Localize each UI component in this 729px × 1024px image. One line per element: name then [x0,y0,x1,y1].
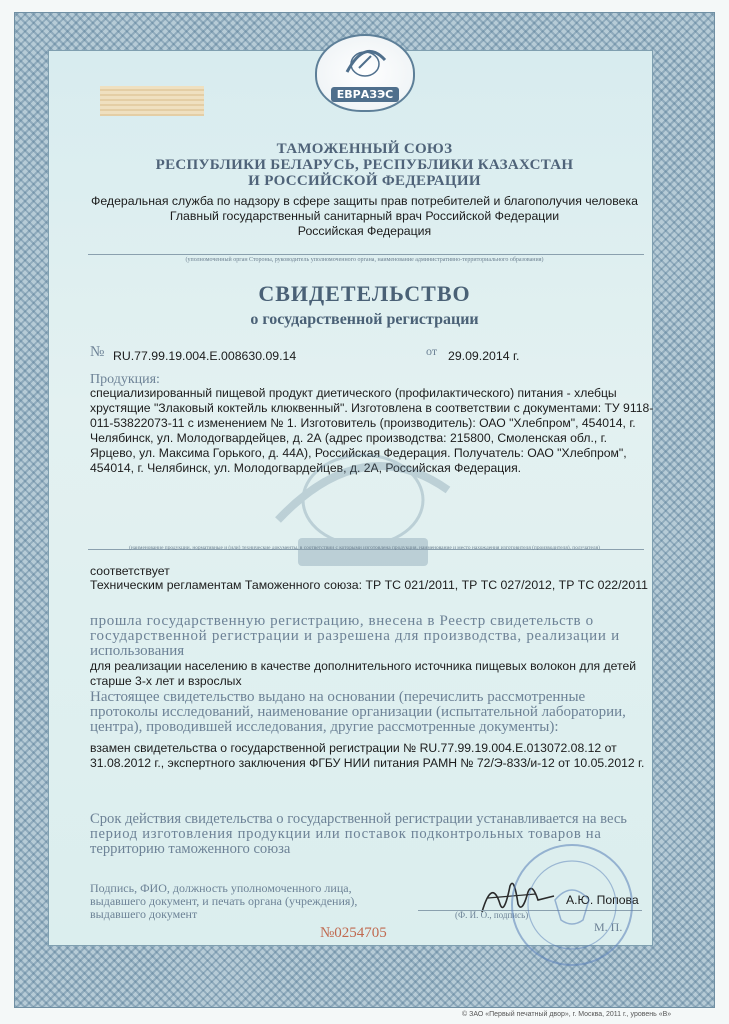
registered-line-1: прошла государственную регистрацию, внесена в Реестр свидетельств о [90,613,594,629]
basis-line-2: протоколы исследований, наименование организации (испытательной лаборатории, [90,704,626,720]
number-label: № [90,344,105,360]
security-ribbon [100,86,204,116]
eurasec-emblem-icon [341,42,389,82]
validity-line-1: Срок действия свидетельства о государственной регистрации устанавливается на весь [90,811,627,827]
product-line-1: специализированный пищевой продукт диетического (профилактического) питания - хлебцы [90,386,617,400]
certificate-subtitle: о государственной регистрации [250,311,479,328]
signer-name: А.Ю. Попова [566,893,639,907]
fio-caption: (Ф. И. О., подпись) [455,910,529,920]
logo-text: ЕВРАЗЭС [331,87,399,102]
official-seal-stamp [505,840,640,970]
product-caption: (наименование продукции, нормативные и (или) технические документы, в соответствии с которыми изготовлена продукция, наименование и место нахождения изготовителя (производителя), получателя) [129,545,600,551]
mp-label: М. П. [594,920,623,934]
authority-line-2: Главный государственный санитарный врач Российской Федерации [169,209,560,223]
basis-text-1: взамен свидетельства о государственной регистрации № RU.77.99.19.004.Е.013072.08.12 от [90,741,617,755]
product-line-4: Челябинск, ул. Молодогвардейцев, д. 2А (адрес производства: 215800, Смоленская обл., г. [90,431,607,445]
authority-caption: (уполномоченный орган Стороны, руководитель уполномоченного органа, наименование административно-территориального образования) [185,257,544,263]
basis-line-1: Настоящее свидетельство выдано на основании (перечислить рассмотренные [90,689,586,705]
authority-line-3: Российская Федерация [297,224,432,238]
basis-line-3: центра), проводившей исследования, другие рассмотренные документы): [90,719,559,735]
divider [88,254,644,255]
registration-date: 29.09.2014 г. [448,349,520,363]
header-line-1: ТАМОЖЕННЫЙ СОЮЗ [276,141,453,157]
signature-caption-2: выдавшего документ, и печать органа (учреждения), [90,894,358,908]
product-line-3: 011-53822073-11 с изменением № 1. Изготовитель (производитель): ОАО "Хлебпром", 454014, г. [90,416,636,430]
header-line-2: РЕСПУБЛИКИ БЕЛАРУСЬ, РЕСПУБЛИКИ КАЗАХСТАН [155,157,574,173]
usage-line-2: старше 3-х лет и взрослых [90,674,242,688]
registered-line-3: использования [90,643,185,659]
product-line-2: хрустящие "Злаковый коктейль клюквенный". Изготовлена в соответствии с документами: ТУ 9118- [90,401,654,415]
product-line-6: 454014, г. Челябинск, ул. Молодогвардейцев, д. 2А, Российская Федерация. [90,461,522,475]
eurasec-watermark [258,450,468,570]
usage-line-1: для реализации населению в качестве дополнительного источника пищевых волокон для детей [90,659,637,673]
registration-number: RU.77.99.19.004.Е.008630.09.14 [113,349,297,363]
serial-number: №0254705 [320,925,387,941]
certificate-title: СВИДЕТЕЛЬСТВО [258,281,471,306]
validity-line-2: период изготовления продукции или поставок подконтрольных товаров на [90,826,602,842]
printer-note: © ЗАО «Первый печатный двор», г. Москва, 2011 г., уровень «В» [462,1011,672,1018]
validity-line-3: территорию таможенного союза [90,841,291,857]
signature-caption-1: Подпись, ФИО, должность уполномоченного лица, [90,881,352,895]
conformity-text: Техническим регламентам Таможенного союза: ТР ТС 021/2011, ТР ТС 027/2012, ТР ТС 022/2011 [90,578,648,592]
authority-line-1: Федеральная служба по надзору в сфере защиты прав потребителей и благополучия человека [91,194,638,208]
signature-caption-3: выдавшего документ [90,907,198,921]
product-label: Продукция: [90,372,160,387]
conformity-label: соответствует [90,564,170,578]
eurasec-logo [315,34,415,112]
header-line-3: И РОССИЙСКОЙ ФЕДЕРАЦИИ [248,173,481,189]
product-line-5: Ярцево, ул. Максима Горького, д. 44А), Российская Федерация. Получатель: ОАО "Хлебпром", [90,446,627,460]
registered-line-2: государственной регистрации и разрешена для производства, реализации и [90,628,620,644]
date-label: от [426,344,438,358]
basis-text-2: 31.08.2012 г., экспертного заключения ФГБУ НИИ питания РАМН № 72/Э-833/и-12 от 10.05.2012 г. [90,756,645,770]
